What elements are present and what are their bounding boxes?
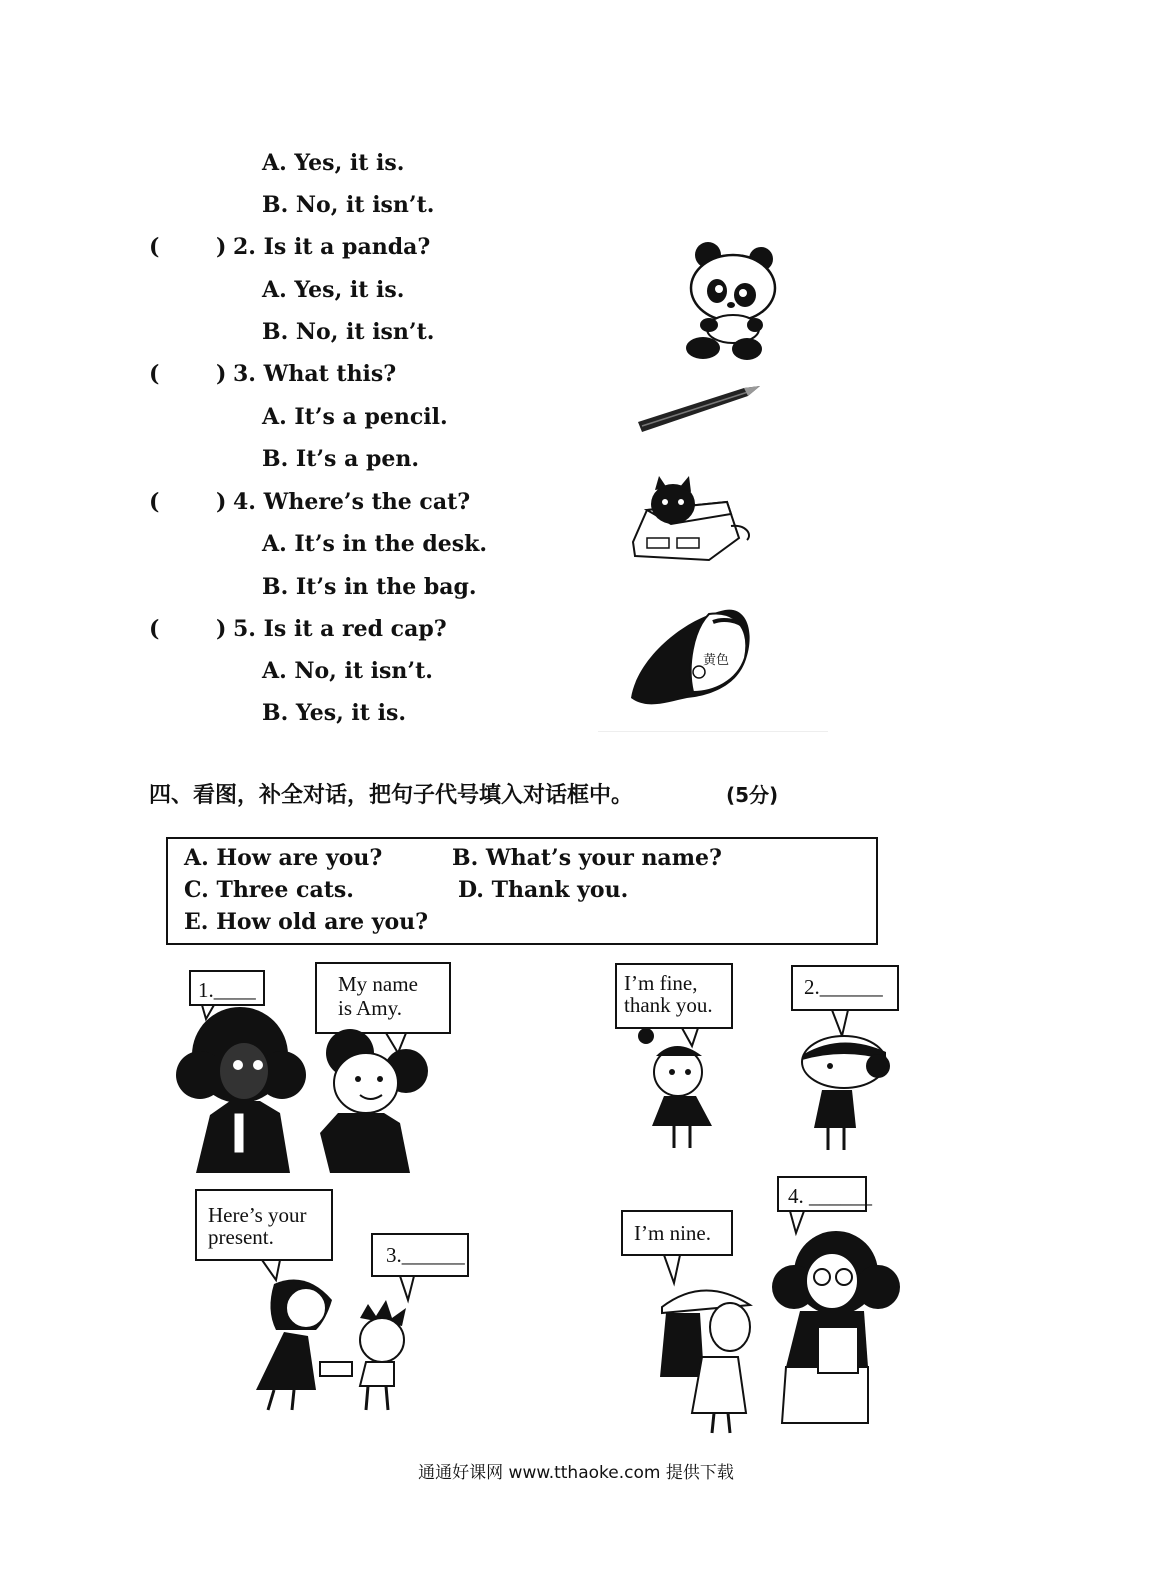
option-d: D. Thank you. bbox=[458, 877, 629, 903]
q2-option-a: A. Yes, it is. bbox=[262, 277, 405, 303]
q2-question: 2. Is it a panda? bbox=[233, 234, 431, 260]
scene-2-speech-line1: I’m fine, bbox=[624, 971, 698, 995]
q1-option-b: B. No, it isn’t. bbox=[262, 192, 435, 218]
scene-1-blank[interactable]: 1.____ bbox=[198, 978, 256, 1002]
scene-3-illustration bbox=[196, 1190, 476, 1416]
q4-answer-paren-close: ) bbox=[216, 489, 227, 515]
q5-question: 5. Is it a red cap? bbox=[233, 616, 447, 642]
q2-option-b: B. No, it isn’t. bbox=[262, 319, 435, 345]
option-b: B. What’s your name? bbox=[452, 845, 722, 871]
q3-answer-paren-open[interactable]: ( bbox=[149, 361, 160, 387]
q2-answer-paren-close: ) bbox=[216, 234, 227, 260]
divider bbox=[598, 731, 828, 732]
q4-answer-paren-open[interactable]: ( bbox=[149, 489, 160, 515]
scene-4-speech: I’m nine. bbox=[634, 1221, 711, 1245]
q5-option-a: A. No, it isn’t. bbox=[262, 658, 433, 684]
q4-option-a: A. It’s in the desk. bbox=[262, 531, 488, 557]
q5-answer-paren-close: ) bbox=[216, 616, 227, 642]
scene-2-speech-line2: thank you. bbox=[624, 993, 713, 1017]
section4-heading: 四、看图，补全对话，把句子代号填入对话框中。 bbox=[149, 783, 634, 808]
q3-answer-paren-close: ) bbox=[216, 361, 227, 387]
option-c: C. Three cats. bbox=[184, 877, 354, 903]
q2-answer-paren-open[interactable]: ( bbox=[149, 234, 160, 260]
q3-option-b: B. It’s a pen. bbox=[262, 446, 420, 472]
scene-2-illustration bbox=[616, 956, 916, 1156]
option-a: A. How are you? bbox=[184, 845, 383, 871]
scene-3-blank[interactable]: 3.______ bbox=[386, 1243, 465, 1267]
option-e: E. How old are you? bbox=[184, 909, 429, 935]
scene-1-speech-line1: My name bbox=[338, 972, 418, 996]
q4-option-b: B. It’s in the bag. bbox=[262, 574, 477, 600]
panda-illustration bbox=[683, 243, 783, 361]
scene-4-blank[interactable]: 4. ______ bbox=[788, 1184, 872, 1208]
q5-option-b: B. Yes, it is. bbox=[262, 700, 406, 726]
q3-option-a: A. It’s a pencil. bbox=[262, 404, 448, 430]
cat-in-bag-illustration bbox=[631, 480, 757, 568]
q4-question: 4. Where’s the cat? bbox=[233, 489, 471, 515]
cap-illustration bbox=[627, 606, 757, 710]
pencil-illustration bbox=[636, 386, 762, 436]
cap-color-label: 黄色 bbox=[703, 653, 730, 668]
scene-3-speech-line2: present. bbox=[208, 1225, 274, 1249]
q1-option-a: A. Yes, it is. bbox=[262, 150, 405, 176]
q3-question: 3. What this? bbox=[233, 361, 397, 387]
footer-text: 通通好课网 www.tthaoke.com 提供下载 bbox=[418, 1463, 734, 1483]
sentence-options-box bbox=[166, 837, 878, 945]
scene-3-speech-line1: Here’s your bbox=[208, 1203, 307, 1227]
section4-score: (5分) bbox=[726, 783, 779, 807]
scene-1-illustration bbox=[170, 963, 460, 1183]
scene-2-blank[interactable]: 2.______ bbox=[804, 975, 883, 999]
scene-1-speech-line2: is Amy. bbox=[338, 996, 402, 1020]
q5-answer-paren-open[interactable]: ( bbox=[149, 616, 160, 642]
scene-4-illustration bbox=[622, 1177, 912, 1437]
